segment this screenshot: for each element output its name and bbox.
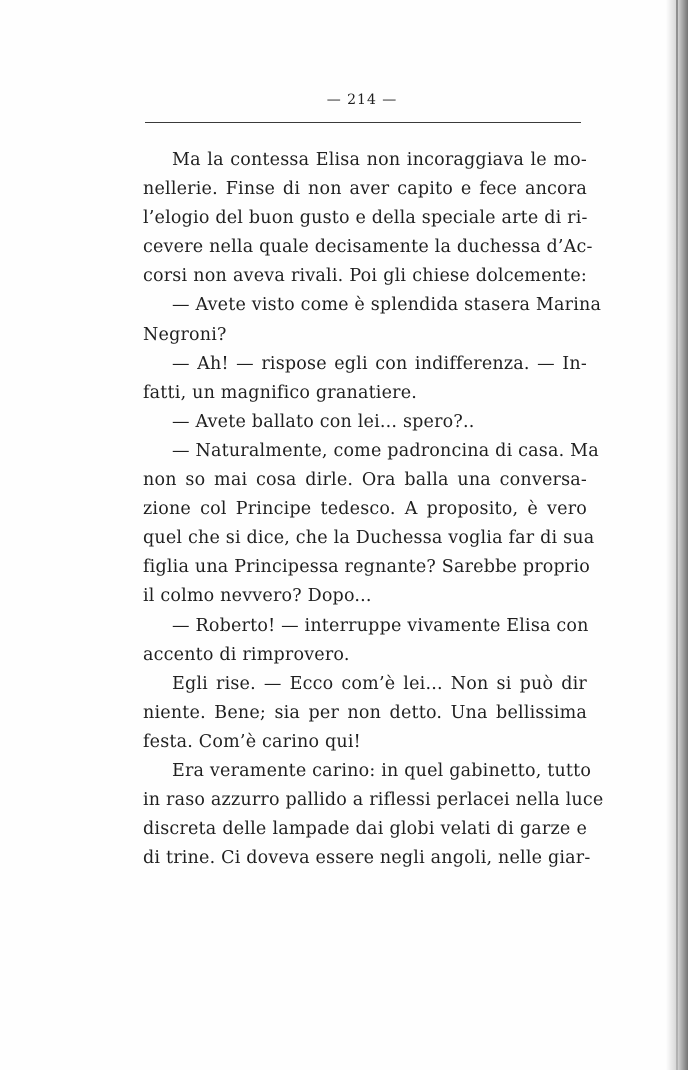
- text-line: figlia una Principessa regnante? Sarebbe proprio: [143, 557, 591, 578]
- text-line: Negroni?: [143, 324, 227, 345]
- text-line: in raso azzurro pallido a riflessi perlacei nella luce: [143, 790, 604, 811]
- text-line: Ma la contessa Elisa non incoraggiava le mo-: [172, 150, 587, 170]
- text-line: — Roberto! — interruppe vivamente Elisa con: [172, 615, 589, 636]
- text-line: — Naturalmente, come padroncina di casa. Ma: [172, 440, 599, 461]
- text-line: — Ah! — rispose egli con indifferenza. — In-: [172, 353, 587, 374]
- text-line: discreta delle lampade dai globi velati di garze e: [143, 819, 587, 840]
- text-line: niente. Bene; sia per non detto. Una bellissima: [143, 702, 587, 723]
- body-text: [143, 146, 604, 873]
- text-line: non so mai cosa dirle. Ora balla una conversa-: [143, 470, 587, 491]
- text-line: l’elogio del buon gusto e della speciale arte di ri-: [143, 208, 588, 229]
- text-line: cevere nella quale decisamente la duchessa d’Ac-: [143, 237, 593, 258]
- text-line: — Avete ballato con lei... spero?..: [172, 411, 475, 432]
- text-line: Era veramente carino: in quel gabinetto, tutto: [172, 760, 592, 781]
- text-line: — Avete visto come è splendida stasera Marina: [172, 295, 602, 316]
- text-line: zione col Principe tedesco. A proposito, è vero: [143, 499, 587, 520]
- page-number: — 214 —: [326, 92, 398, 108]
- text-line: il colmo nevvero? Dopo...: [143, 586, 372, 607]
- text-line: accento di rimprovero.: [143, 644, 350, 665]
- text-line: festa. Com’è carino qui!: [143, 731, 361, 752]
- text-line: quel che si dice, che la Duchessa voglia far di sua: [143, 528, 595, 549]
- header-rule: [145, 122, 581, 123]
- text-line: fatti, un magnifico granatiere.: [143, 382, 418, 403]
- text-line: di trine. Ci doveva essere negli angoli, nelle giar-: [143, 848, 591, 869]
- page-edge-line: [676, 0, 678, 1070]
- text-line: corsi non aveva rivali. Poi gli chiese dolcemente:: [143, 266, 587, 287]
- text-line: Egli rise. — Ecco com’è lei... Non si può dir: [172, 673, 587, 694]
- text-line: nellerie. Finse di non aver capito e fece ancora: [143, 179, 587, 200]
